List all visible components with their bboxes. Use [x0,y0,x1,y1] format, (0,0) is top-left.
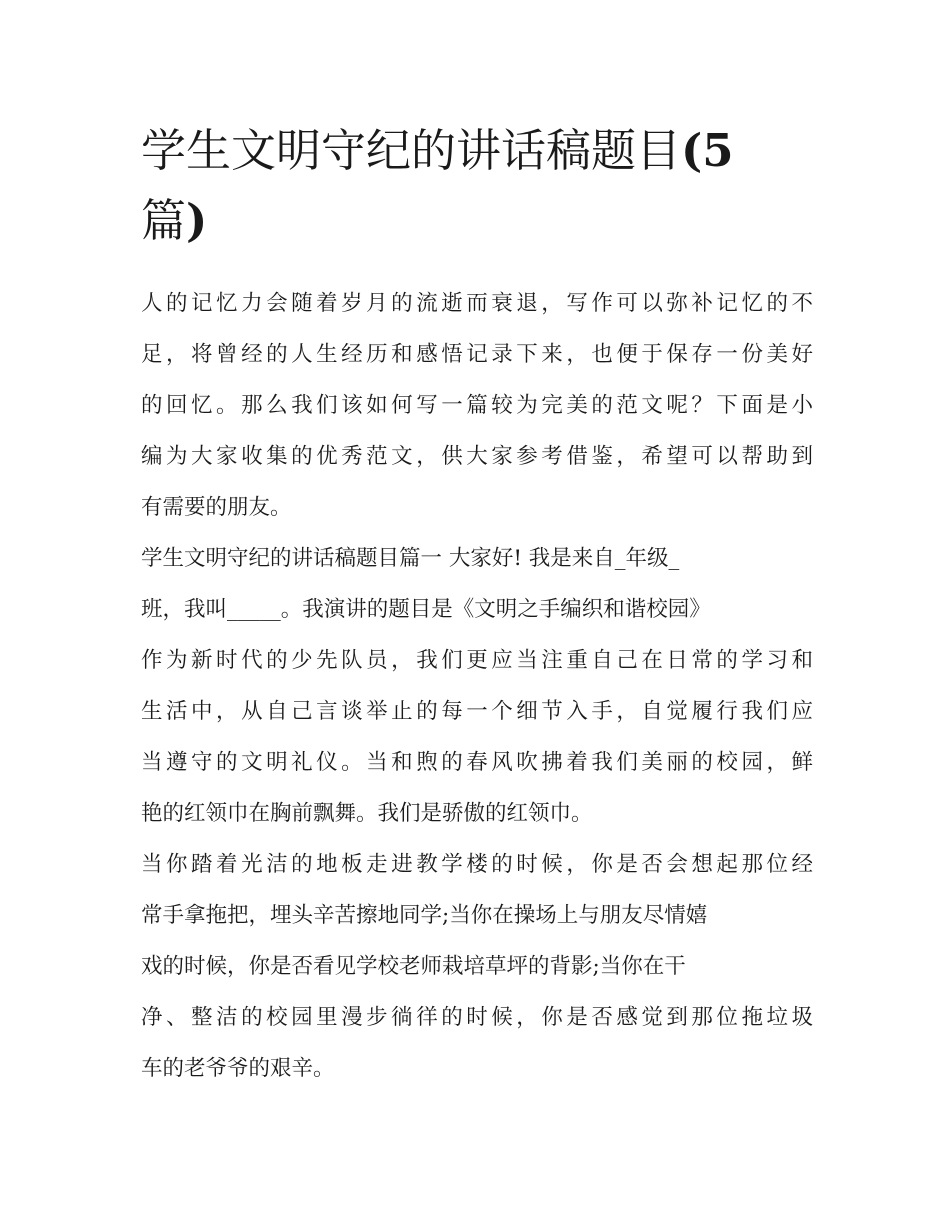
text-line: 足，将曾经的人生经历和感悟记录下来，也便于保存一份美好 [141,342,813,367]
text-line: 作为新时代的少先队员，我们更应当注重自己在日常的学习和 [141,648,813,673]
text-line: 学生文明守纪的讲话稿题目篇一 大家好! 我是来自_年级_ [141,546,680,571]
title-count-open: (5 [681,124,734,177]
title-count-close: ) [186,194,208,247]
text-line: 常手拿拖把，埋头辛苦擦地同学;当你在操场上与朋友尽情嬉 [141,903,708,928]
text-line: 班，我叫_____。我演讲的题目是《文明之手编织和谐校园》 [141,597,711,622]
text-line: 当你踏着光洁的地板走进教学楼的时候，你是否会想起那位经 [141,852,813,877]
document-title [141,116,813,256]
text-line: 戏的时候，你是否看见学校老师栽培草坪的背影;当你在干 [141,954,686,979]
title-text-2: 篇 [141,194,187,247]
text-line: 艳的红领巾在胸前飘舞。我们是骄傲的红领巾。 [141,801,593,826]
text-line: 净、整洁的校园里漫步徜徉的时候，你是否感觉到那位拖垃圾 [141,1005,813,1030]
paragraph-intro [141,278,813,533]
text-line: 当遵守的文明礼仪。当和煦的春风吹拂着我们美丽的校园，鲜 [141,750,813,775]
paragraph-speech-one [141,533,813,839]
document-page [141,116,813,1094]
text-line: 编为大家收集的优秀范文，供大家参考借鉴，希望可以帮助到 [141,444,813,469]
document-body [141,278,813,1094]
text-line: 人的记忆力会随着岁月的流逝而衰退，写作可以弥补记忆的不 [141,291,813,316]
text-line: 的回忆。那么我们该如何写一篇较为完美的范文呢？下面是小 [141,393,813,418]
title-text-1: 学生文明守纪的讲话稿题目 [141,124,682,177]
text-line: 生活中，从自己言谈举止的每一个细节入手，自觉履行我们应 [141,699,813,724]
text-line: 车的老爷爷的艰辛。 [141,1056,335,1081]
paragraph-speech-two [141,839,813,1094]
text-line: 有需要的朋友。 [141,495,292,520]
